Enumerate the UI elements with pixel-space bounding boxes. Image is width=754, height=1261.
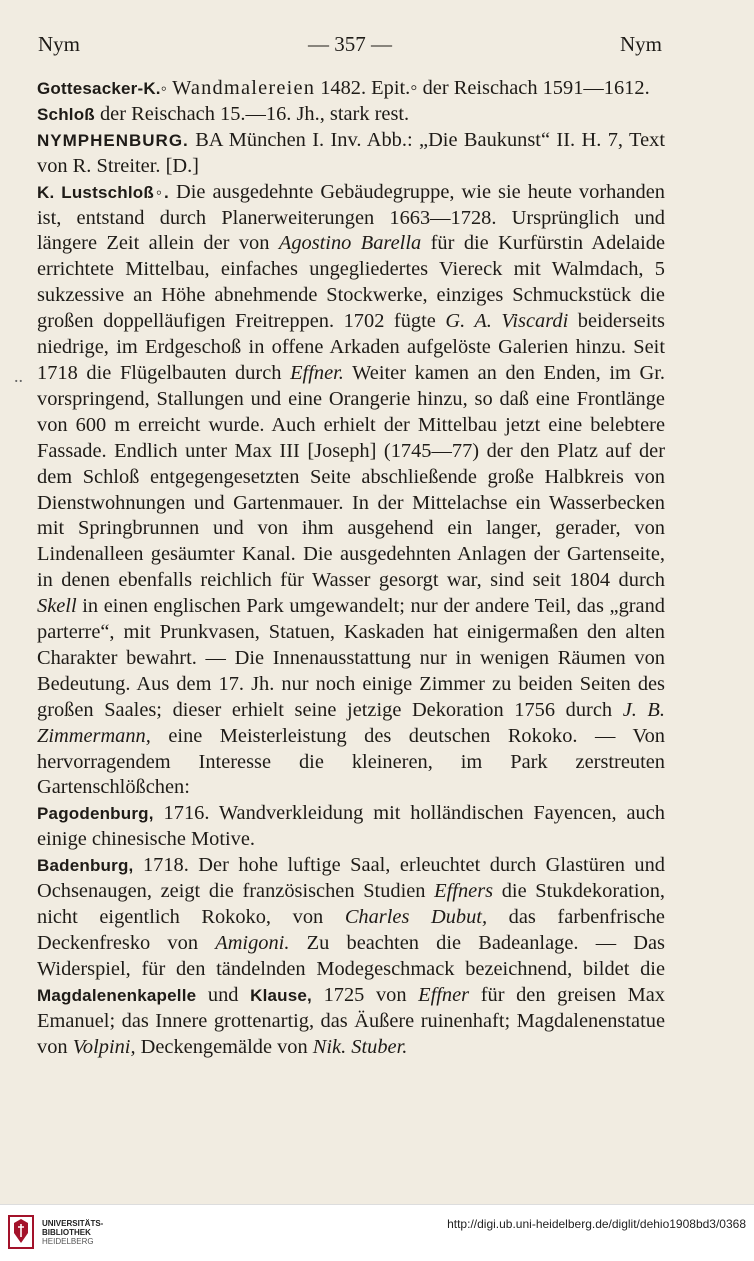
- running-header: [38, 32, 662, 57]
- artist-name: Effner: [418, 983, 470, 1006]
- entry-term: Badenburg,: [37, 856, 134, 876]
- body-text: [37, 76, 665, 1060]
- lemma-heading: NYMPHENBURG.: [37, 130, 189, 150]
- library-seal-icon: [8, 1215, 34, 1249]
- entry-nymphenburg: [37, 128, 665, 180]
- text-run: 1725 von: [311, 983, 419, 1006]
- text-run: für den greisen Max Emanuel; das Innere grottenartig, das Äußere ruinenhaft; Magdalenenstatue von: [37, 983, 665, 1058]
- text-run: das farbenfrische Deckenfresko von: [37, 906, 665, 954]
- artist-name: Agostino Barella: [278, 232, 422, 255]
- logo-line: HEIDELBERG: [42, 1236, 94, 1246]
- artist-name: Effner.: [290, 361, 344, 384]
- text-run: eine Meisterleistung des deutschen Rokoko. — Von hervorragendem Interesse die kleineren, im Park zerstreuten Gartenschlößchen:: [37, 724, 665, 799]
- entry-lustschloss: [37, 180, 665, 802]
- viewer-footer: [0, 1204, 754, 1261]
- entry-badenburg: [37, 853, 665, 1060]
- entry-term: Magdalenenkapelle: [37, 985, 197, 1005]
- margin-mark: ..: [14, 366, 23, 386]
- entry-text: 1716. Wandverkleidung mit holländischen Fayencen, auch einige chinesische Motive.: [37, 802, 665, 851]
- text-run: 1718. Der hohe luftige Saal, erleuchtet durch Glastüren und Ochsenaugen, zeigt die französischen Studien: [37, 854, 665, 903]
- permalink-url[interactable]: http://digi.ub.uni-heidelberg.de/diglit/dehio1908bd3/0368: [447, 1217, 746, 1231]
- entry-text: BA München I. Inv. Abb.: „Die Baukunst“ II. H. 7, Text von R. Streiter. [D.]: [37, 128, 665, 177]
- text-run: in einen englischen Park umgewandelt; nur der andere Teil, das „grand parterre“, mit Prunkvasen, Statuen, Kaskaden hat einigermaßen den alten Charakter bewahrt. — Die Innenausstattung nur in wenigen Räumen von Bedeutung. Aus dem 17. Jh. nur noch einige Zimmer zu beiden Seiten des großen Saales; dieser erhielt seine jetzige Dekoration 1756 durch: [37, 595, 665, 721]
- artist-name: J. B. Zimmermann,: [37, 698, 665, 747]
- artist-name: Nik. Stuber.: [312, 1035, 408, 1058]
- text-run: Weiter kamen an den Enden, im Gr. vorspringend, Stallungen und eine Orangerie hinzu, so daß eine Frontlänge von 600 m erreicht wurde. Auch erhielt der Mittelbau jetzt eine belebtere Fassade. Endlich unter Max III [Joseph] (1745—77) der den Platz auf der dem Schloß entgegengesetzten Seite abschließende große Halbkreis von Dienstwohnungen und Gartenmauer. In der Mittelachse ein Wasserbecken mit Springbrunnen und von ihm ausgehend ein langer, gerader, von Lindenalleen gesäumter Kanal. Die ausgedehnten Anlagen der Gartenseite, in denen ebenfalls reichlich für Wasser gesorgt war, sind seit 1804 durch: [37, 361, 665, 592]
- logo-line: UNIVERSITÄTS-: [42, 1218, 104, 1228]
- entry-schloss: [37, 102, 665, 128]
- header-left: Nym: [38, 32, 80, 56]
- text-run: beiderseits niedrige, im Erdgeschoß in offene Arkaden aufgelöste Galerien hinzu. Seit 1718 die Flügelbauten durch: [37, 310, 665, 384]
- entry-term: Klause,: [250, 985, 312, 1005]
- artist-name: Charles Dubut,: [344, 906, 488, 928]
- logo-line: BIBLIOTHEK: [42, 1227, 91, 1237]
- entry-gottesacker: [37, 76, 665, 102]
- text-run: Deckengemälde von: [135, 1035, 313, 1058]
- library-name: [42, 1219, 103, 1246]
- entry-term: Schloß: [37, 104, 95, 124]
- page-number: — 357 —: [308, 32, 392, 56]
- entry-term: K. Lustschloß◦.: [37, 182, 169, 202]
- entry-text: 1482. Epit.◦ der Reischach 1591—1612.: [315, 77, 650, 99]
- entry-term: Gottesacker-K.◦: [37, 79, 167, 98]
- artist-name: G. A. Viscardi: [445, 310, 569, 333]
- artist-name: Amigoni.: [215, 931, 290, 954]
- header-right: Nym: [620, 32, 662, 56]
- library-logo[interactable]: [8, 1215, 103, 1249]
- text-run: und: [196, 983, 251, 1006]
- artist-name: Skell: [37, 595, 77, 618]
- entry-term: Pagodenburg,: [37, 804, 154, 824]
- artist-name: Effners: [434, 880, 494, 903]
- artist-name: Volpini,: [72, 1035, 136, 1058]
- text-run: Die ausgedehnte Gebäudegruppe, wie sie heute vorhanden ist, entstand durch Planerweiterungen 1663—1728. Ursprünglich und längere Zeit allein der von: [37, 180, 665, 255]
- text-run: für die Kurfürstin Adelaide errichtete Mittelbau, einfaches ungegliedertes Viereck mit Walmdach, 5 sukzessive an Höhe abnehmende Stockwerke, einziges Schmuckstück die großen doppelläufigen Freitreppen. 1702 fügte: [37, 232, 665, 333]
- entry-text: der Reischach 15.—16. Jh., stark rest.: [94, 102, 410, 125]
- entry-pagodenburg: [37, 801, 665, 853]
- entry-spaced-text: Wandmalereien: [172, 77, 316, 99]
- text-run: Zu beachten die Badeanlage. — Das Widerspiel, für den tändelnden Modegeschmack bezeichnend, bildet die: [37, 931, 665, 980]
- text-run: die Stukdekoration, nicht eigentlich Rokoko, von: [37, 880, 665, 928]
